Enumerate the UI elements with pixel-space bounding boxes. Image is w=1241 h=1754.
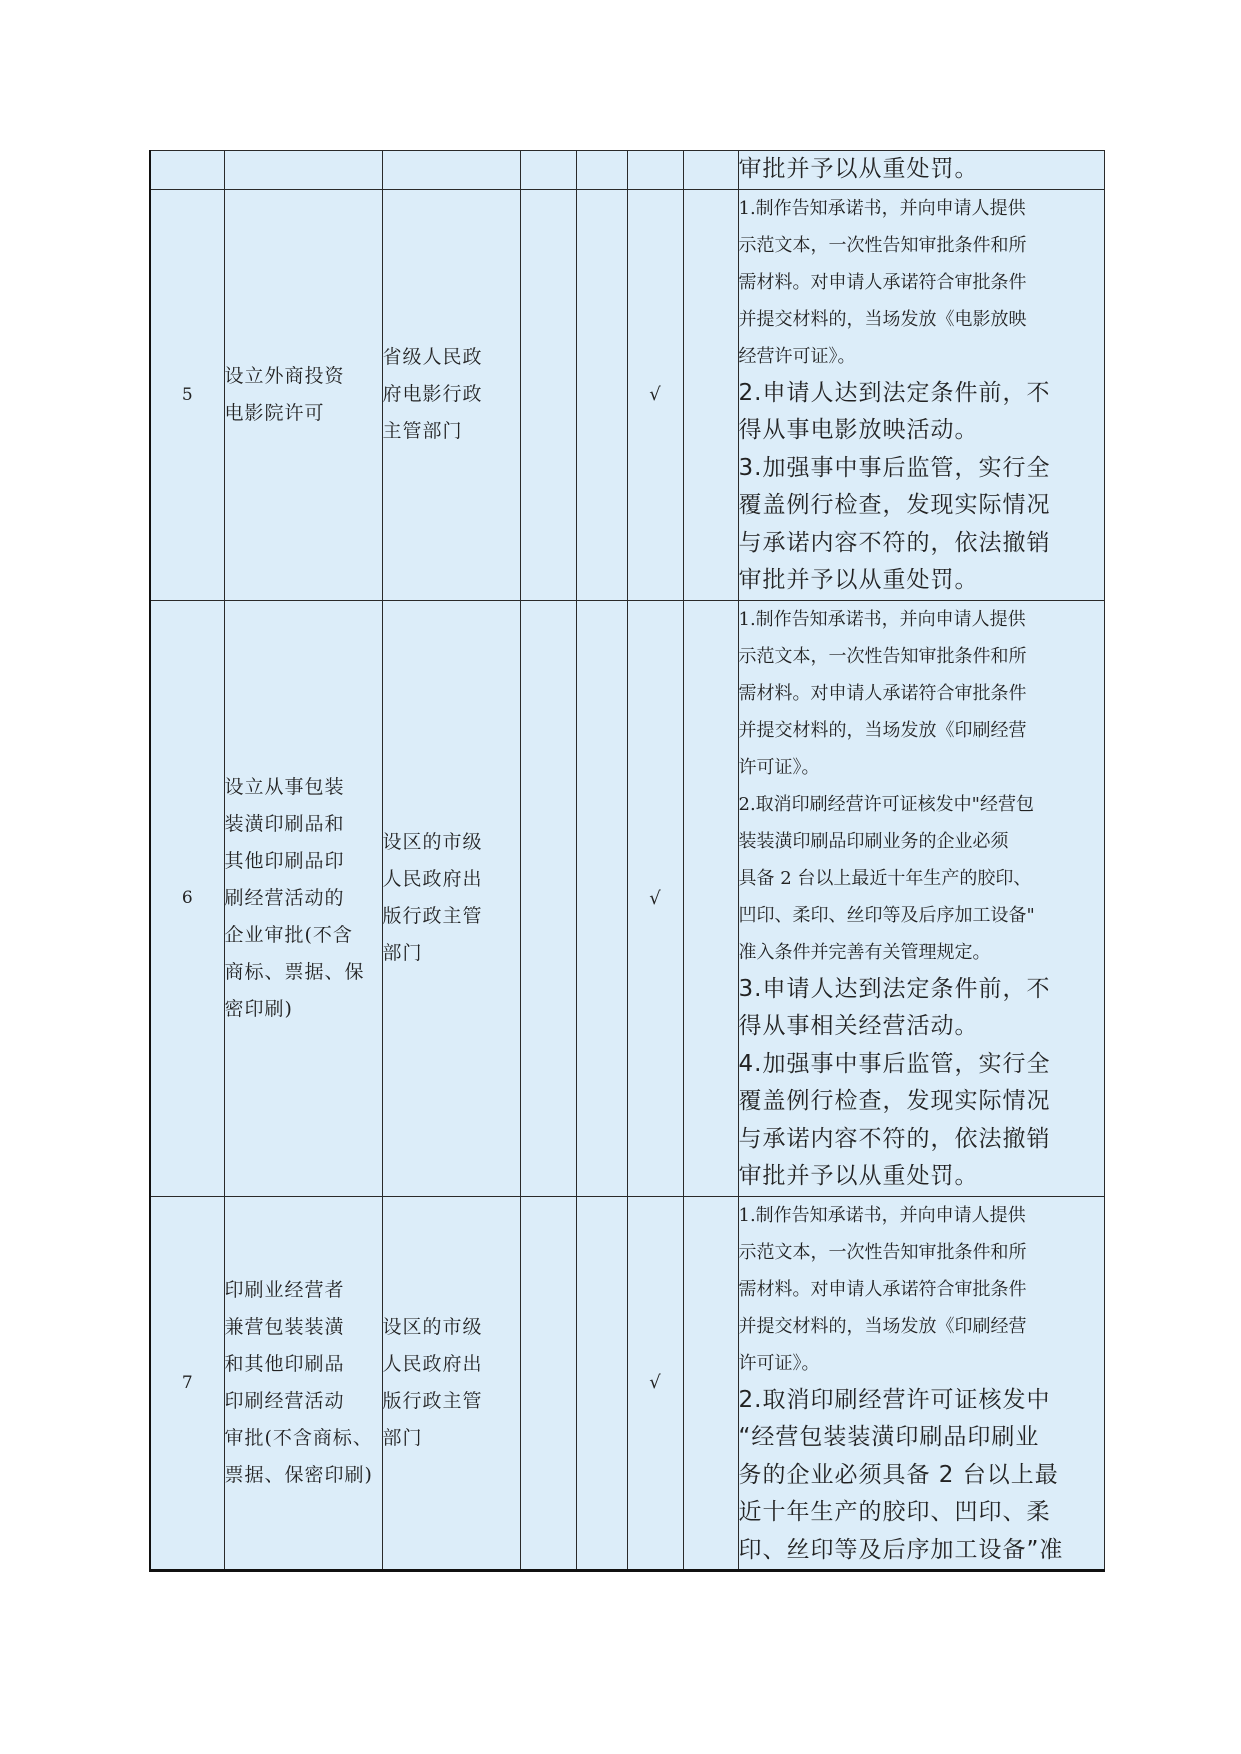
measure-line: 并提交材料的，当场发放《印刷经营 xyxy=(738,719,1027,741)
empty-cell xyxy=(683,189,738,600)
empty-cell xyxy=(683,151,738,190)
measure-line: 与承诺内容不符的，依法撤销 xyxy=(738,1125,1051,1152)
item-name-line: 企业审批(不含 xyxy=(224,923,353,946)
department-line: 人民政府出 xyxy=(382,1352,483,1375)
empty-cell xyxy=(576,1196,627,1571)
table-body xyxy=(150,151,1104,1571)
department-line: 设区的市级 xyxy=(382,1315,483,1338)
department-line: 人民政府出 xyxy=(382,868,483,890)
item-name-cell xyxy=(224,1196,382,1571)
empty-cell xyxy=(520,189,576,600)
measure-line: 经营许可证》。 xyxy=(738,345,856,367)
approval-department-cell xyxy=(382,1196,520,1571)
item-number-cell: 5 xyxy=(150,189,224,600)
item-name-line: 审批(不含商标、 xyxy=(224,1426,373,1449)
empty-cell xyxy=(520,151,576,190)
measure-line: 凹印、柔印、丝印等及后序加工设备" xyxy=(738,904,1035,926)
measure-line: 2.申请人达到法定条件前，不 xyxy=(738,379,1051,406)
approval-department-cell xyxy=(382,151,520,190)
measure-line: 3.申请人达到法定条件前，不 xyxy=(738,975,1051,1002)
measure-line: 许可证》。 xyxy=(738,1352,820,1374)
measure-line: 并提交材料的，当场发放《印刷经营 xyxy=(738,1315,1027,1337)
mode-check-cell: √ xyxy=(627,1196,683,1571)
measure-line: 2.取消印刷经营许可证核发中"经营包 xyxy=(738,793,1034,815)
item-name-line: 和其他印刷品 xyxy=(224,1352,345,1375)
department-line: 版行政主管 xyxy=(382,1389,483,1412)
empty-cell xyxy=(520,1196,576,1571)
empty-cell xyxy=(683,600,738,1196)
item-name-line: 刷经营活动的 xyxy=(224,886,345,909)
measure-line: 4.加强事中事后监管，实行全 xyxy=(738,1050,1051,1077)
item-name-line: 电影院许可 xyxy=(224,401,325,424)
item-name-line: 其他印刷品印 xyxy=(224,849,345,872)
item-number-cell: 7 xyxy=(150,1196,224,1571)
measure-line: 与承诺内容不符的，依法撤销 xyxy=(738,529,1051,556)
measure-line: 1.制作告知承诺书，并向申请人提供 xyxy=(738,608,1026,630)
item-name-cell xyxy=(224,600,382,1196)
measure-line: 得从事电影放映活动。 xyxy=(738,417,979,443)
measure-line: 2.取消印刷经营许可证核发中 xyxy=(738,1386,1051,1413)
mode-check-cell xyxy=(627,151,683,190)
table-row xyxy=(150,600,1104,1196)
department-line: 主管部门 xyxy=(382,420,463,442)
item-name-line: 设立从事包装 xyxy=(224,775,345,798)
measure-line: 审批并予以从重处罚。 xyxy=(738,1163,979,1189)
measure-line: 务的企业必须具备 2 台以上最 xyxy=(738,1461,1059,1488)
department-line: 部门 xyxy=(382,942,423,964)
table-row xyxy=(150,151,1104,190)
item-number-cell xyxy=(150,151,224,190)
measure-line: 需材料。对申请人承诺符合审批条件 xyxy=(738,271,1027,293)
measure-line: “经营包装装潢印刷品印刷业 xyxy=(738,1424,1040,1450)
empty-cell xyxy=(576,600,627,1196)
department-line: 府电影行政 xyxy=(382,383,483,405)
measure-line: 装装潢印刷品印刷业务的企业必须 xyxy=(738,830,1009,852)
department-line: 设区的市级 xyxy=(382,831,483,853)
empty-cell xyxy=(683,1196,738,1571)
measures-cell xyxy=(738,151,1104,190)
measures-cell xyxy=(738,189,1104,600)
table-row xyxy=(150,1196,1104,1571)
measure-line: 近十年生产的胶印、凹印、柔 xyxy=(738,1499,1051,1525)
empty-cell xyxy=(576,151,627,190)
measure-line: 1.制作告知承诺书，并向申请人提供 xyxy=(738,1204,1026,1226)
measure-line: 示范文本，一次性告知审批条件和所 xyxy=(738,234,1027,256)
mode-check-cell: √ xyxy=(627,600,683,1196)
approval-department-cell xyxy=(382,600,520,1196)
approval-items-table xyxy=(149,150,1105,1572)
measures-cell xyxy=(738,1196,1104,1571)
item-name-cell xyxy=(224,189,382,600)
measure-line: 许可证》。 xyxy=(738,756,820,778)
mode-check-cell: √ xyxy=(627,189,683,600)
measure-line: 1.制作告知承诺书，并向申请人提供 xyxy=(738,197,1026,219)
item-name-line: 兼营包装装潢 xyxy=(224,1315,345,1338)
measure-line: 覆盖例行检查，发现实际情况 xyxy=(738,492,1051,518)
measure-line: 审批并予以从重处罚。 xyxy=(738,567,979,593)
item-name-line: 设立外商投资 xyxy=(224,364,345,387)
item-name-line: 票据、保密印刷) xyxy=(224,1463,373,1486)
empty-cell xyxy=(576,189,627,600)
item-name-line: 印刷经营活动 xyxy=(224,1389,345,1412)
department-line: 版行政主管 xyxy=(382,905,483,927)
item-name-line: 装潢印刷品和 xyxy=(224,812,345,835)
item-number-cell: 6 xyxy=(150,600,224,1196)
item-name-line: 密印刷) xyxy=(224,997,293,1020)
measures-cell xyxy=(738,600,1104,1196)
measure-line: 得从事相关经营活动。 xyxy=(738,1013,979,1039)
measure-line: 并提交材料的，当场发放《电影放映 xyxy=(738,308,1027,330)
measure-line: 审批并予以从重处罚。 xyxy=(738,156,979,182)
measure-line: 印、丝印等及后序加工设备”准 xyxy=(738,1536,1064,1563)
measure-line: 需材料。对申请人承诺符合审批条件 xyxy=(738,682,1027,704)
measure-line: 具备 2 台以上最近十年生产的胶印、 xyxy=(738,867,1032,889)
measure-line: 准入条件并完善有关管理规定。 xyxy=(738,941,991,963)
item-name-line: 印刷业经营者 xyxy=(224,1278,345,1301)
measure-line: 覆盖例行检查，发现实际情况 xyxy=(738,1088,1051,1114)
measure-line: 示范文本，一次性告知审批条件和所 xyxy=(738,1241,1027,1263)
measure-line: 需材料。对申请人承诺符合审批条件 xyxy=(738,1278,1027,1300)
item-name-line: 商标、票据、保 xyxy=(224,960,365,983)
item-name-cell xyxy=(224,151,382,190)
measure-line: 示范文本，一次性告知审批条件和所 xyxy=(738,645,1027,667)
empty-cell xyxy=(520,600,576,1196)
department-line: 省级人民政 xyxy=(382,346,483,368)
approval-department-cell xyxy=(382,189,520,600)
department-line: 部门 xyxy=(382,1426,423,1449)
measure-line: 3.加强事中事后监管，实行全 xyxy=(738,454,1051,481)
table-row xyxy=(150,189,1104,600)
